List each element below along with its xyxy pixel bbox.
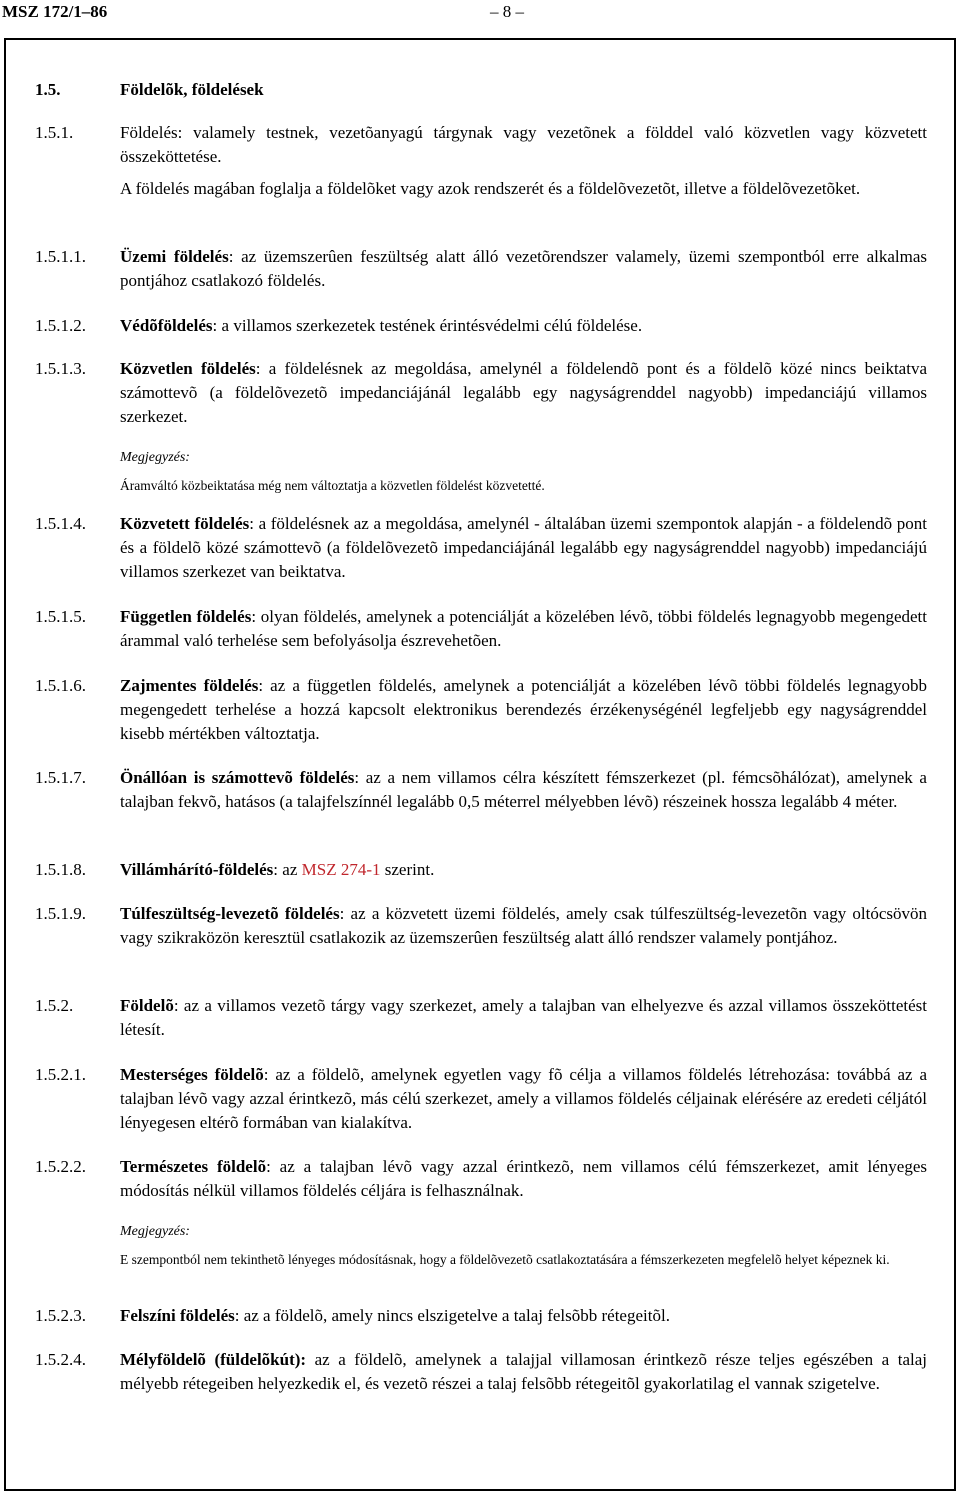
term: Földelõ	[120, 996, 174, 1015]
note-body	[120, 446, 927, 496]
term: Független földelés	[120, 607, 252, 626]
page-header	[0, 0, 960, 30]
term: Felszíni földelés	[120, 1306, 235, 1325]
entry-body	[120, 245, 927, 293]
note-body	[120, 1220, 927, 1270]
page-number: – 8 –	[490, 2, 524, 21]
entry-number: 1.5.1.9.	[35, 904, 86, 923]
entry-number: 1.5.2.1.	[35, 1065, 86, 1084]
entry-number: 1.5.1.1.	[35, 247, 86, 266]
entry-number: 1.5.1.2.	[35, 316, 86, 335]
entry-body	[120, 902, 927, 950]
term: Közvetlen földelés	[120, 359, 256, 378]
entry-body	[120, 858, 927, 882]
term: Földelés	[120, 123, 178, 142]
definition: : a villamos szerkezetek testének érintésvédelmi célú földelése.	[212, 316, 643, 335]
definition: : az a nem villamos célra készített fémszerkezet (pl. fémcsõhálózat), amelynek a talajban fekvõ, hatásos (a talajfelszínnél legalább 0,5 méterrel mélyebben lévõ) részeinek hossza legalább 4 méter.	[120, 768, 927, 811]
entry-body	[120, 605, 927, 653]
document-id: MSZ 172/1–86	[2, 2, 108, 21]
definition: : valamely testnek, vezetõanyagú tárgynak vagy vezetõnek a földdel való közvetlen vagy közvetett összeköttetése.	[120, 123, 927, 166]
section-title: Földelõk, földelések	[120, 80, 264, 99]
term: Természetes földelõ	[120, 1157, 267, 1176]
note-label: Megjegyzés:	[120, 1224, 190, 1239]
definition: : az üzemszerûen feszültség alatt álló vezetõrendszer valamely, üzemi szempontból erre alkalmas pontjához csatlakozó földelés.	[120, 247, 927, 290]
definition: : az a földelõ, amely nincs elszigetelve a talaj felsõbb rétegeitõl.	[234, 1306, 670, 1325]
entry-number: 1.5.1.6.	[35, 676, 86, 695]
entry-body	[120, 1348, 927, 1396]
definition: : a földelésnek az a megoldása, amelynél - általában üzemi szempontok alapján - a földelendõ pont és a földelõ közé számottevõ (a földelõvezetõ impedanciájánál legalább egy nagyságrenddel nagyobb) impedanciájú villamos szerkezet van beiktatva.	[120, 514, 927, 581]
term: Önállóan is számottevõ földelés	[120, 768, 355, 787]
term: Védõföldelés	[120, 316, 213, 335]
definition: : az a talajban lévõ vagy azzal érintkezõ, nem villamos célú fémszerkezet, amit lényeges módosítás nélkül villamos földelés céljára is felhasználnak.	[120, 1157, 927, 1200]
term: Üzemi földelés	[120, 247, 229, 266]
entry-number: 1.5.1.7.	[35, 768, 86, 787]
entry-body	[120, 314, 927, 338]
entry-number: 1.5.2.2.	[35, 1157, 86, 1176]
term: Mélyföldelõ (füldelõkút):	[120, 1350, 307, 1369]
definition: az a földelõ, amelynek a talajjal villamosan érintkezõ része teljes egészében a talaj mélyebb rétegeiben helyezkedik el, és vezetõ részei a talaj felsõbb rétegeitõl gyakorlatilag el vannak szigetelve.	[120, 1350, 927, 1393]
entry-number: 1.5.1.4.	[35, 514, 86, 533]
definition-extra: A földelés magában foglalja a földelõket vagy azok rendszerét és a földelõvezetõt, illetve a földelõvezetõket.	[120, 179, 861, 198]
note-label: Megjegyzés:	[120, 450, 190, 465]
entry-number: 1.5.1.	[35, 123, 74, 142]
term: Mesterséges földelõ	[120, 1065, 264, 1084]
term: Túlfeszültség-levezetõ földelés	[120, 904, 340, 923]
entry-number: 1.5.2.3.	[35, 1306, 86, 1325]
term: Közvetett földelés	[120, 514, 250, 533]
entry-number: 1.5.2.4.	[35, 1350, 86, 1369]
note-text: E szempontból nem tekinthetõ lényeges módosításnak, hogy a földelõvezetõ csatlakoztatására a fémszerkezeten megfelelõ helyet képeznek ki.	[120, 1252, 890, 1267]
entry-body	[120, 994, 927, 1042]
term: Zajmentes földelés	[120, 676, 259, 695]
term: Villámhárító-földelés	[120, 860, 274, 879]
entry-body	[120, 1155, 927, 1203]
entry-number: 1.5.1.3.	[35, 359, 86, 378]
entry-body	[120, 1304, 927, 1328]
entry-number: 1.5.1.5.	[35, 607, 86, 626]
entry-number: 1.5.1.8.	[35, 860, 86, 879]
note-text: Áramváltó közbeiktatása még nem változtatja a közvetlen földelést közvetetté.	[120, 478, 545, 493]
entry-body	[120, 766, 927, 814]
definition: : az a földelõ, amelynek egyetlen vagy fõ célja a villamos földelés létrehozása: továbbá az a talajban lévõ vagy azzal érintkezõ, más célú szerkezet, amely a villamos földelés céljainak elérésére az eredeti céljától lényegesen eltérõ formában van kialakítva.	[120, 1065, 927, 1132]
definition: : az a közvetett üzemi földelés, amely csak túlfeszültség-levezetõn vagy oltócsövön vagy szikraközön keresztül csatlakozik az üzemszerûen feszültség alatt álló rendszer valamely pontjához.	[120, 904, 927, 947]
entry-body	[120, 1063, 927, 1135]
definition: : az a független földelés, amelynek a potenciálját a közelében lévõ többi földelés legnagyobb megengedett terhelése a hozzá kapcsolt elektronikus berendezés érzékenységénél legfeljebb egy nagyságrenddel kisebb mértékben változtatja.	[120, 676, 927, 743]
standard-reference-link[interactable]: MSZ 274-1	[301, 860, 381, 879]
entry-body	[120, 674, 927, 746]
definition: : az	[273, 860, 302, 879]
entry-body	[120, 357, 927, 429]
definition: : olyan földelés, amelynek a potenciálját a közelében lévõ, többi földelés legnagyobb megengedett árammal való terhelése sem befolyásolja észrevehetõen.	[120, 607, 927, 650]
entry-number: 1.5.2.	[35, 996, 74, 1015]
entry-body	[120, 121, 927, 201]
definition: : a földelésnek az megoldása, amelynél a földelendõ pont és a földelõ közé nincs beiktatva számottevõ (a földelõvezetõ impedanciájánál legalább egy nagyságrenddel nagyobb) impedanciájú villamos szerkezet.	[120, 359, 927, 426]
section-number: 1.5.	[35, 80, 61, 99]
entry-body	[120, 512, 927, 584]
definition-end: szerint.	[380, 860, 435, 879]
definition: : az a villamos vezetõ tárgy vagy szerkezet, amely a talajban van elhelyezve és azzal villamos összeköttetést létesít.	[120, 996, 927, 1039]
